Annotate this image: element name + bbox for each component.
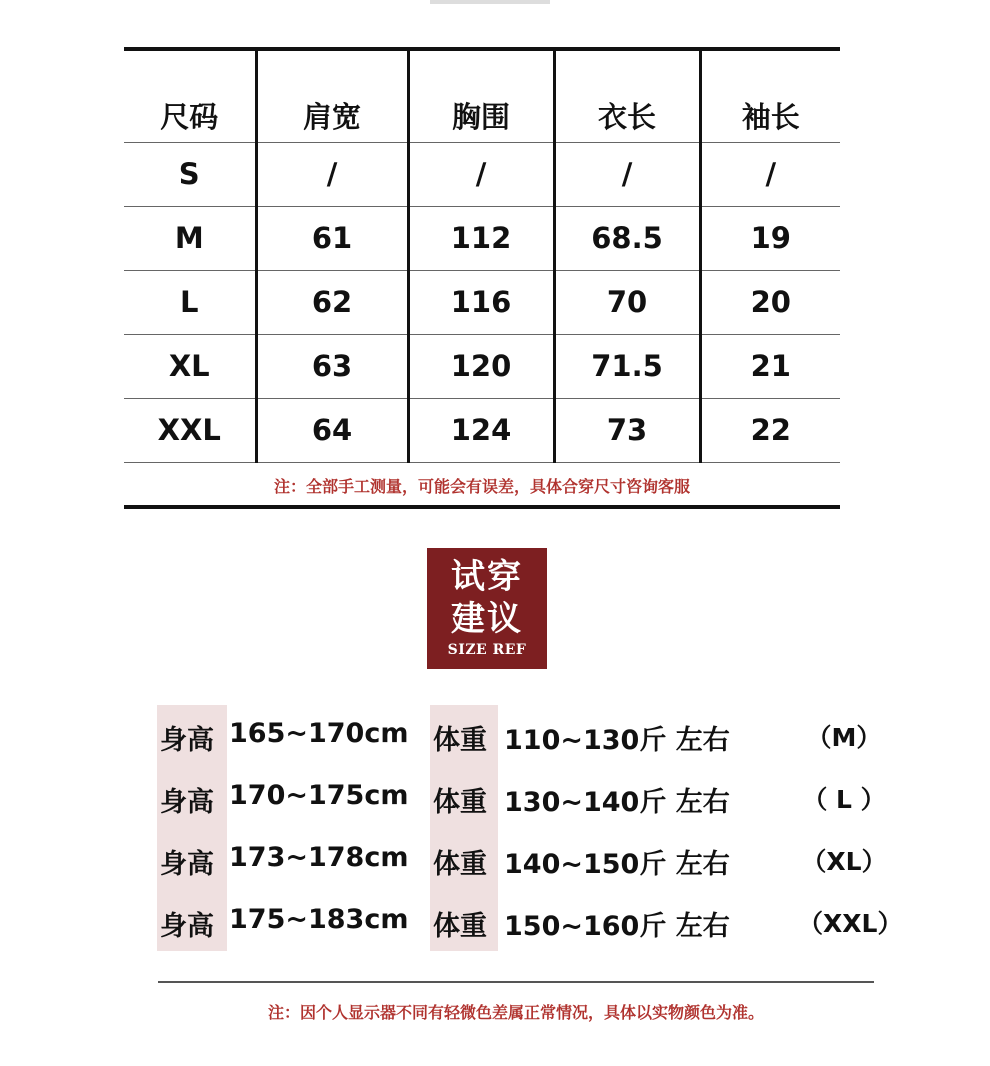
cell-sleeve: 22 — [700, 398, 840, 462]
cell-sleeve: 21 — [700, 334, 840, 398]
table-row — [124, 270, 840, 334]
cell-sleeve: 19 — [700, 206, 840, 270]
cell-length: 73 — [554, 398, 700, 462]
recommended-size: （ L ） — [802, 785, 886, 814]
badge-title-line2: 建议 — [451, 599, 523, 639]
badge-subtitle: SIZE REF — [447, 642, 527, 658]
cell-size: XL — [124, 334, 256, 398]
table-row — [124, 206, 840, 270]
table-row — [124, 142, 840, 206]
weight-range: 150~160斤 左右 — [504, 911, 730, 942]
height-label: 身高 — [160, 849, 214, 880]
cell-length: / — [554, 142, 700, 206]
height-range: 165~170cm — [229, 718, 409, 749]
cell-chest: 124 — [408, 398, 554, 462]
table-bottom-rule — [124, 505, 840, 509]
top-edge-fragment — [430, 0, 550, 4]
weight-range: 110~130斤 左右 — [504, 725, 730, 756]
cell-size: L — [124, 270, 256, 334]
cell-shoulder: 64 — [256, 398, 408, 462]
table-row — [124, 334, 840, 398]
cell-length: 70 — [554, 270, 700, 334]
size-ref-badge — [427, 548, 547, 669]
recommendation-row — [0, 780, 990, 820]
cell-shoulder: / — [256, 142, 408, 206]
recommendation-row — [0, 842, 990, 882]
recommendation-row — [0, 718, 990, 758]
recommendation-row — [0, 904, 990, 944]
weight-range: 130~140斤 左右 — [504, 787, 730, 818]
height-label: 身高 — [160, 787, 214, 818]
cell-chest: / — [408, 142, 554, 206]
recommended-size: （XL） — [801, 847, 887, 876]
header-size: 尺码 — [124, 51, 256, 142]
cell-sleeve: / — [700, 142, 840, 206]
header-shoulder: 肩宽 — [256, 51, 408, 142]
weight-label: 体重 — [433, 849, 487, 880]
table-row — [124, 398, 840, 462]
table-header-row — [124, 51, 840, 142]
height-label: 身高 — [160, 911, 214, 942]
weight-range: 140~150斤 左右 — [504, 849, 730, 880]
badge-title-line1: 试穿 — [451, 557, 523, 597]
cell-size: XXL — [124, 398, 256, 462]
cell-sleeve: 20 — [700, 270, 840, 334]
header-length: 衣长 — [554, 51, 700, 142]
cell-chest: 120 — [408, 334, 554, 398]
color-disclaimer-note: 注：因个人显示器不同有轻微色差属正常情况，具体以实物颜色为准。 — [267, 1003, 764, 1022]
cell-shoulder: 62 — [256, 270, 408, 334]
footer-divider — [158, 981, 874, 983]
height-range: 173~178cm — [229, 842, 409, 873]
cell-chest: 116 — [408, 270, 554, 334]
size-chart-table — [124, 51, 840, 463]
header-chest: 胸围 — [408, 51, 554, 142]
cell-size: M — [124, 206, 256, 270]
height-range: 170~175cm — [229, 780, 409, 811]
recommended-size: （XXL） — [798, 909, 903, 938]
measurement-note: 注：全部手工测量，可能会有误差，具体合穿尺寸咨询客服 — [273, 477, 690, 496]
weight-label: 体重 — [433, 787, 487, 818]
height-label: 身高 — [160, 725, 214, 756]
header-sleeve: 袖长 — [700, 51, 840, 142]
cell-size: S — [124, 142, 256, 206]
cell-chest: 112 — [408, 206, 554, 270]
cell-shoulder: 63 — [256, 334, 408, 398]
cell-shoulder: 61 — [256, 206, 408, 270]
recommended-size: （M） — [806, 723, 882, 752]
weight-label: 体重 — [433, 725, 487, 756]
cell-length: 71.5 — [554, 334, 700, 398]
height-range: 175~183cm — [229, 904, 409, 935]
cell-length: 68.5 — [554, 206, 700, 270]
weight-label: 体重 — [433, 911, 487, 942]
